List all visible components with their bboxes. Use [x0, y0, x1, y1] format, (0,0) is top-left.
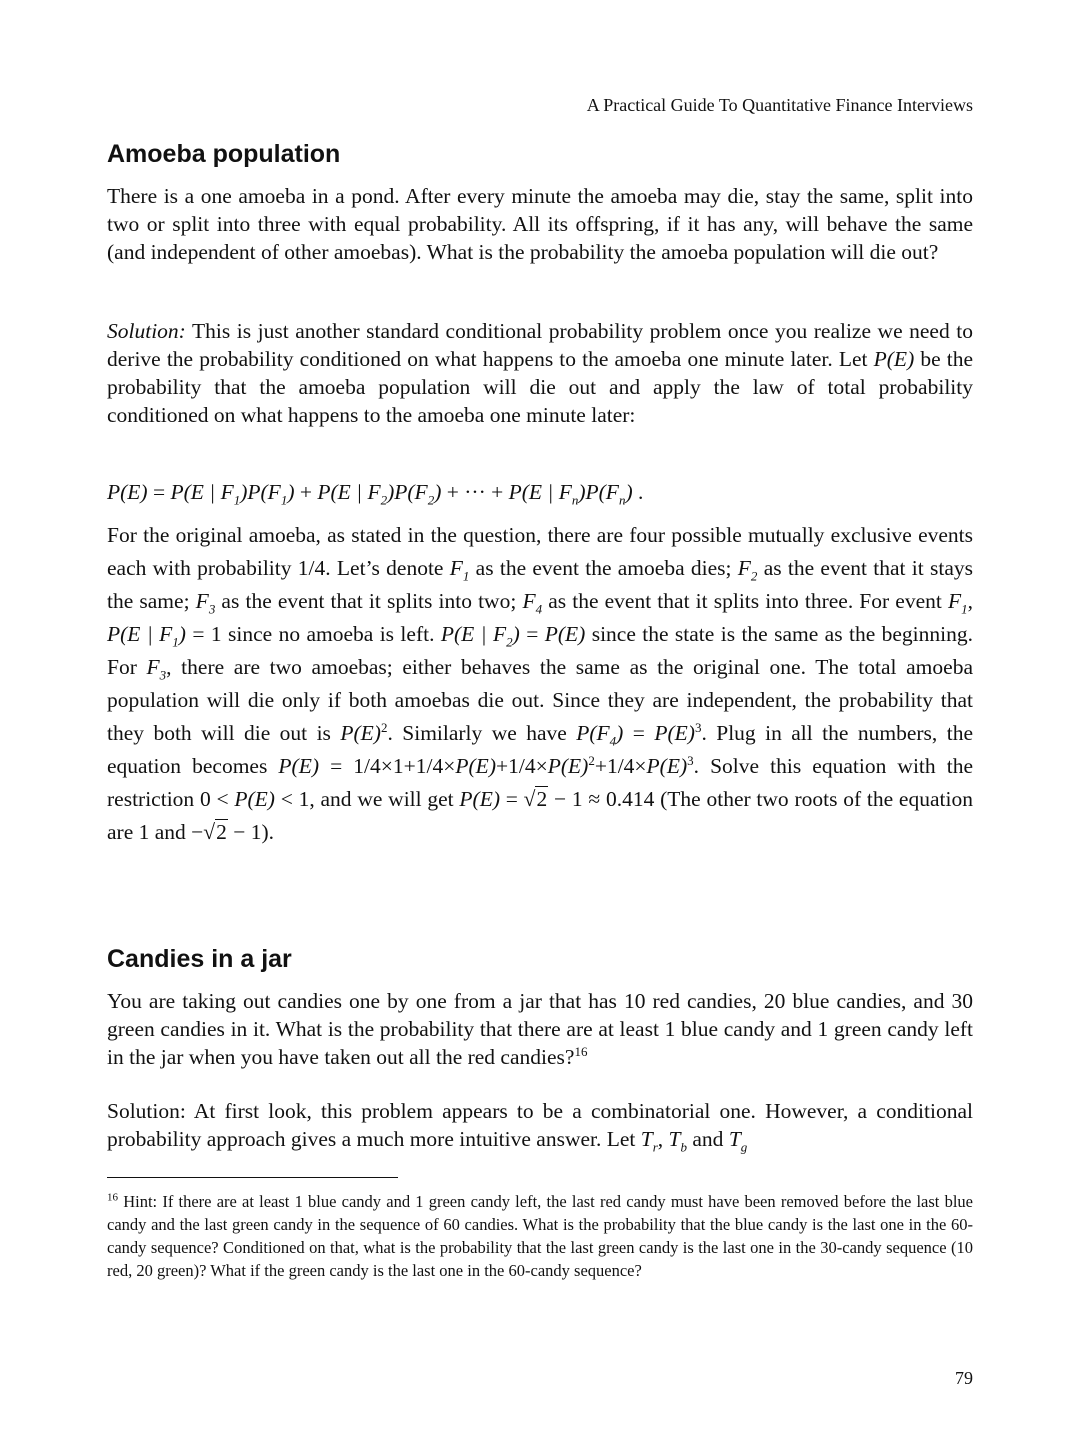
solution-text-2: be the probability that the amoeba population will die out and apply the law of total probability conditioned on what happens to the amoeba one minute later:	[107, 347, 974, 427]
amoeba-solution-body: For the original amoeba, as stated in the question, there are four possible mutually exclusive events each with probability 1/4. Let’s denote $F_1$ as the event the amoeba dies; $F_2$ as the event that it stays the same; $F_3$ as the event that it splits into two; $F_4$ as the event that it splits into three. For event $F_1$, P(E | $F_1) = 1$ since no amoeba is left. P(E | $F_2) = P(E)$ since the state is the same as the beginning. For $F_3$, there are two amoebas; either behaves the same as the original one. The total amoeba population will die only if both amoebas die out. Since they are independent, the probability that they both will die out is $P(E)^2$. Similarly we have $P(F_4) = P(E)^3$. Plug in all the numbers, the equation becomes $P(E) = 1/4\times 1+1/4\times P(E)+1/4\times P(E)^2+1/4\times P(E)^3$. Solve this equation with the restriction 0 < P(E) < 1, and we will get P(E) = √2 − 1 ≈ 0.414 (The other two roots of the equation are 1 and −√2 − 1).	[107, 523, 974, 844]
running-header: A Practical Guide To Quantitative Finance Interviews	[586, 95, 973, 115]
candies-problem	[107, 987, 973, 1071]
candies-solution-text: Solution: At first look, this problem appears to be a combinatorial one. However, a conditional probability approach gives a much more intuitive answer. Let	[107, 1099, 973, 1151]
candies-problem-text: You are taking out candies one by one from a jar that has 10 red candies, 20 blue candies, and 30 green candies in it. What is the probability that there are at least 1 blue candy and 1 green candy left in the jar when you have taken out all the red candies?	[107, 989, 973, 1069]
page-number: 79	[955, 1368, 973, 1388]
candies-solution: Solution: At first look, this problem appears to be a combinatorial one. However, a conditional probability approach gives a much more intuitive answer. Let $T_r$, $T_b$ and $T_g$	[107, 1099, 973, 1155]
footnote	[107, 1190, 973, 1282]
solution-text-1: This is just another standard conditional probability problem once you realize we need to derive the probability conditioned on what happens to the amoeba one minute later. Let	[107, 319, 973, 371]
section-title-amoeba: Amoeba population	[107, 140, 341, 168]
amoeba-problem	[107, 182, 973, 266]
footnote-number: 16	[107, 1191, 118, 1204]
amoeba-solution-intro: Solution: This is just another standard conditional probability problem once you realize we need to derive the probability conditioned on what happens to the amoeba one minute later. Let P(E) be the probability that the amoeba population will die out and apply the law of total probability conditioned on what happens to the amoeba one minute later:	[107, 319, 974, 427]
section-title-candies: Candies in a jar	[107, 945, 292, 973]
total-probability-equation: P(E) = P(E | $F_1)P(F_1) + P(E$ | $F_2)P(F_2)$ + ··· + P(E | $F_n)P(F_n)$ .	[107, 480, 644, 508]
footnote-text: Hint: If there are at least 1 blue candy and 1 green candy left, the last red candy must have been removed before the last blue candy and the last green candy in the sequence of 60 candies. What is the probability that the blue candy is the last one in the 60-candy sequence? Conditioned on that, what is the probability that the last green candy is the last one in the 30-candy sequence (10 red, 20 green)? What if the green candy is the last one in the 60-candy sequence?	[107, 1192, 973, 1280]
solution-label: Solution:	[107, 319, 186, 343]
footnote-divider	[107, 1177, 398, 1178]
footnote-ref: 16	[574, 1043, 588, 1059]
amoeba-problem-text: There is a one amoeba in a pond. After every minute the amoeba may die, stay the same, split into two or split into three with equal probability. All its offspring, if it has any, will behave the same (and independent of other amoebas). What is the probability the amoeba population will die out?	[107, 184, 973, 264]
